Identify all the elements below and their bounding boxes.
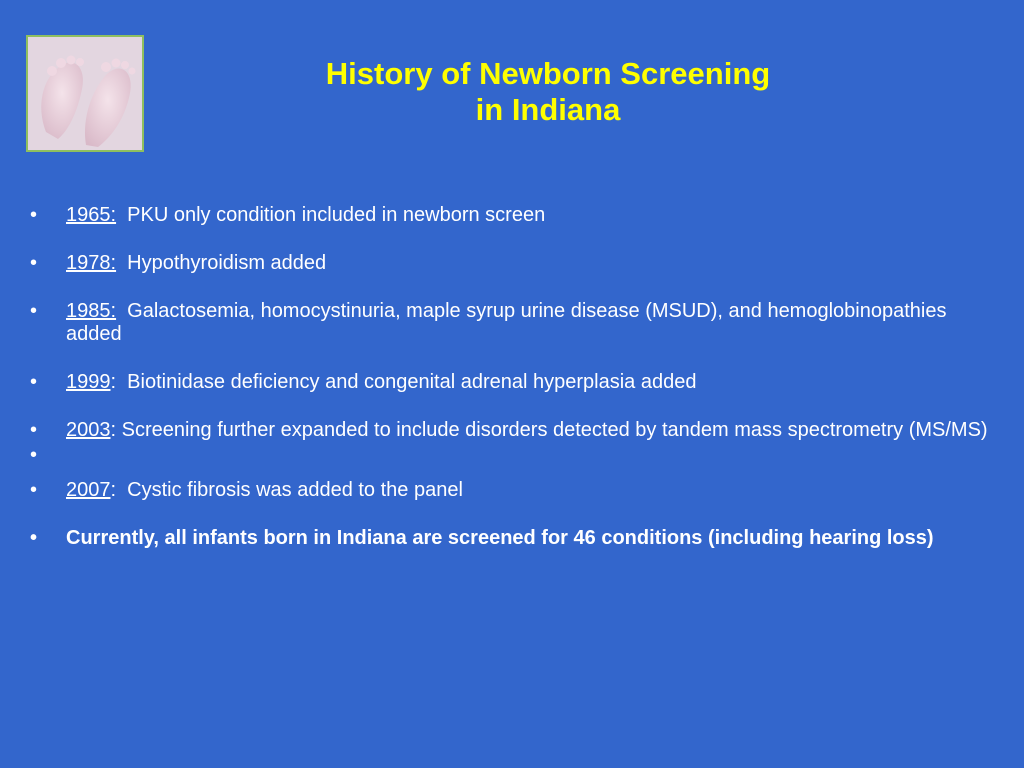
bullet-icon: • — [30, 204, 38, 226]
item-text: Cystic fibrosis was added to the panel — [116, 479, 463, 501]
title-line-2: in Indiana — [475, 92, 621, 127]
year-label: 1965: — [66, 204, 117, 226]
summary-text: Currently, all infants born in Indiana are screened for 46 conditions (including hearing loss) — [66, 527, 934, 549]
year-label: 1978: — [66, 252, 117, 274]
list-item-empty — [28, 444, 988, 467]
bullet-icon: • — [30, 444, 38, 466]
baby-feet-icon — [28, 37, 142, 150]
bullet-icon: • — [30, 419, 38, 441]
year-separator: : — [110, 371, 117, 393]
item-text: Hypothyroidism added — [116, 252, 327, 274]
item-text: PKU only condition included in newborn screen — [116, 204, 546, 226]
year-separator: : — [110, 479, 117, 501]
bullet-icon: • — [30, 371, 38, 393]
title-line-1: History of Newborn Screening — [325, 56, 771, 91]
bullet-icon: • — [30, 527, 38, 549]
bullet-icon: • — [30, 479, 38, 501]
item-text: Biotinidase deficiency and congenital adrenal hyperplasia added — [116, 371, 697, 393]
list-item — [28, 479, 988, 502]
year-label: 1985: — [66, 300, 117, 322]
year-label: 2003 — [66, 419, 111, 441]
list-item — [28, 371, 988, 394]
year-separator: : — [110, 419, 117, 441]
list-item — [28, 252, 988, 275]
list-item — [28, 300, 988, 346]
slide-title — [200, 56, 896, 128]
bullet-list — [28, 204, 988, 550]
year-label: 1999 — [66, 371, 111, 393]
list-item — [28, 204, 988, 227]
summary-item — [28, 527, 988, 550]
item-text: Galactosemia, homocystinuria, maple syrup urine disease (MSUD), and hemoglobinopathies added — [66, 300, 953, 345]
baby-feet-photo — [26, 35, 144, 152]
bullet-icon: • — [30, 300, 38, 322]
item-text: Screening further expanded to include disorders detected by tandem mass spectrometry (MS/MS) — [116, 419, 988, 441]
year-label: 2007 — [66, 479, 111, 501]
list-item — [28, 419, 988, 442]
bullet-icon: • — [30, 252, 38, 274]
